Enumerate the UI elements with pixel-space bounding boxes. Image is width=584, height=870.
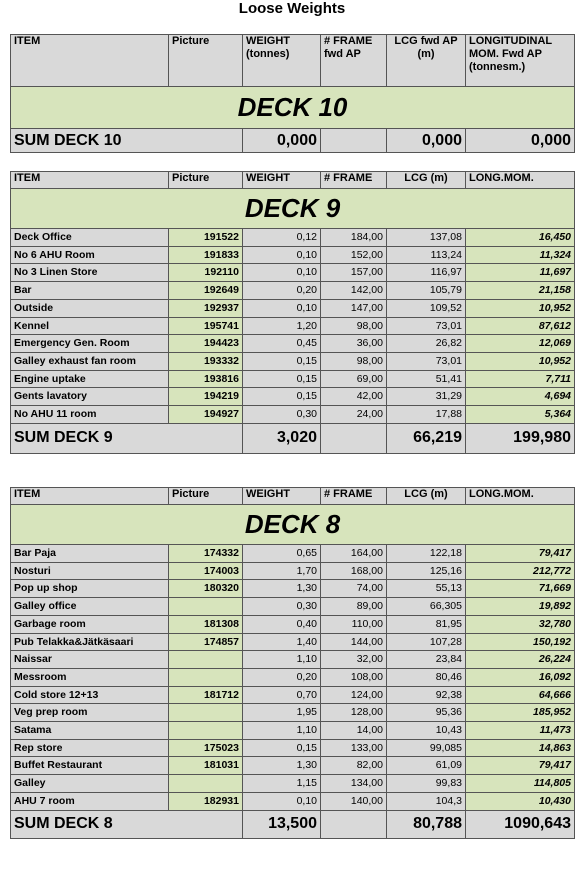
col-header-item: ITEM bbox=[11, 488, 169, 505]
cell-weight: 1,70 bbox=[243, 562, 321, 580]
cell-weight: 0,12 bbox=[243, 229, 321, 247]
table-row bbox=[11, 651, 575, 669]
cell-lcg: 105,79 bbox=[387, 282, 466, 300]
cell-weight: 0,15 bbox=[243, 352, 321, 370]
cell-lcg: 55,13 bbox=[387, 580, 466, 598]
cell-picture: 194423 bbox=[169, 335, 243, 353]
cell-lcg: 61,09 bbox=[387, 757, 466, 775]
cell-weight: 0,30 bbox=[243, 406, 321, 424]
cell-weight: 0,20 bbox=[243, 282, 321, 300]
cell-weight: 1,10 bbox=[243, 722, 321, 740]
cell-mom: 71,669 bbox=[466, 580, 575, 598]
deck-10-sum-weight: 0,000 bbox=[243, 129, 321, 153]
cell-weight: 0,65 bbox=[243, 545, 321, 563]
deck-10-sum-label: SUM DECK 10 bbox=[11, 129, 243, 153]
cell-frame: 98,00 bbox=[321, 352, 387, 370]
deck-9-sum-mom: 199,980 bbox=[466, 423, 575, 453]
cell-mom: 79,417 bbox=[466, 545, 575, 563]
cell-mom: 16,450 bbox=[466, 229, 575, 247]
cell-frame: 69,00 bbox=[321, 370, 387, 388]
cell-mom: 114,805 bbox=[466, 775, 575, 793]
col-header-lcg: LCG (m) bbox=[387, 488, 466, 505]
cell-picture: 181031 bbox=[169, 757, 243, 775]
cell-item: Outside bbox=[11, 299, 169, 317]
deck-8-sum-weight: 13,500 bbox=[243, 810, 321, 838]
cell-lcg: 113,24 bbox=[387, 246, 466, 264]
cell-frame: 128,00 bbox=[321, 704, 387, 722]
deck-10-title: DECK 10 bbox=[11, 87, 575, 129]
deck-8-table bbox=[10, 487, 575, 839]
cell-frame: 82,00 bbox=[321, 757, 387, 775]
deck-9-sum-lcg: 66,219 bbox=[387, 423, 466, 453]
cell-weight: 0,10 bbox=[243, 299, 321, 317]
cell-picture: 174332 bbox=[169, 545, 243, 563]
deck-10-sum-mom: 0,000 bbox=[466, 129, 575, 153]
table-row bbox=[11, 792, 575, 810]
cell-mom: 10,952 bbox=[466, 352, 575, 370]
cell-item: Bar bbox=[11, 282, 169, 300]
cell-frame: 157,00 bbox=[321, 264, 387, 282]
cell-mom: 21,158 bbox=[466, 282, 575, 300]
cell-mom: 79,417 bbox=[466, 757, 575, 775]
cell-item: Messroom bbox=[11, 668, 169, 686]
cell-frame: 98,00 bbox=[321, 317, 387, 335]
cell-frame: 168,00 bbox=[321, 562, 387, 580]
deck-9-table bbox=[10, 171, 575, 454]
cell-frame: 36,00 bbox=[321, 335, 387, 353]
cell-picture bbox=[169, 722, 243, 740]
cell-weight: 0,15 bbox=[243, 388, 321, 406]
cell-mom: 64,666 bbox=[466, 686, 575, 704]
cell-weight: 0,20 bbox=[243, 668, 321, 686]
cell-lcg: 73,01 bbox=[387, 352, 466, 370]
table-row bbox=[11, 229, 575, 247]
cell-item: No 3 Linen Store bbox=[11, 264, 169, 282]
cell-frame: 32,00 bbox=[321, 651, 387, 669]
table-row bbox=[11, 282, 575, 300]
cell-item: Veg prep room bbox=[11, 704, 169, 722]
table-row bbox=[11, 739, 575, 757]
cell-weight: 0,40 bbox=[243, 615, 321, 633]
table-row bbox=[11, 264, 575, 282]
cell-lcg: 10,43 bbox=[387, 722, 466, 740]
cell-mom: 32,780 bbox=[466, 615, 575, 633]
cell-weight: 0,15 bbox=[243, 370, 321, 388]
cell-frame: 74,00 bbox=[321, 580, 387, 598]
deck-8-sum-label: SUM DECK 8 bbox=[11, 810, 243, 838]
cell-lcg: 109,52 bbox=[387, 299, 466, 317]
cell-item: Kennel bbox=[11, 317, 169, 335]
table-row bbox=[11, 580, 575, 598]
col-header-weight: WEIGHT bbox=[243, 172, 321, 189]
table-row bbox=[11, 299, 575, 317]
cell-item: No AHU 11 room bbox=[11, 406, 169, 424]
cell-mom: 185,952 bbox=[466, 704, 575, 722]
cell-lcg: 125,16 bbox=[387, 562, 466, 580]
col-header-mom: LONG.MOM. bbox=[466, 488, 575, 505]
cell-item: Galley bbox=[11, 775, 169, 793]
cell-picture: 181308 bbox=[169, 615, 243, 633]
cell-lcg: 17,88 bbox=[387, 406, 466, 424]
cell-picture: 194927 bbox=[169, 406, 243, 424]
cell-mom: 10,952 bbox=[466, 299, 575, 317]
cell-frame: 110,00 bbox=[321, 615, 387, 633]
cell-item: Galley exhaust fan room bbox=[11, 352, 169, 370]
table-row bbox=[11, 615, 575, 633]
cell-lcg: 95,36 bbox=[387, 704, 466, 722]
cell-picture: 193332 bbox=[169, 352, 243, 370]
table-row bbox=[11, 633, 575, 651]
cell-mom: 26,224 bbox=[466, 651, 575, 669]
deck-8-sum-lcg: 80,788 bbox=[387, 810, 466, 838]
cell-weight: 1,30 bbox=[243, 580, 321, 598]
cell-item: Rep store bbox=[11, 739, 169, 757]
cell-lcg: 66,305 bbox=[387, 598, 466, 616]
cell-item: No 6 AHU Room bbox=[11, 246, 169, 264]
cell-frame: 147,00 bbox=[321, 299, 387, 317]
cell-picture: 174857 bbox=[169, 633, 243, 651]
col-header-frame: # FRAME bbox=[321, 172, 387, 189]
cell-picture bbox=[169, 668, 243, 686]
cell-item: Garbage room bbox=[11, 615, 169, 633]
cell-mom: 11,697 bbox=[466, 264, 575, 282]
col-header-frame: # FRAME fwd AP bbox=[321, 35, 387, 87]
cell-frame: 134,00 bbox=[321, 775, 387, 793]
cell-lcg: 23,84 bbox=[387, 651, 466, 669]
cell-weight: 0,30 bbox=[243, 598, 321, 616]
cell-item: Bar Paja bbox=[11, 545, 169, 563]
table-row bbox=[11, 388, 575, 406]
deck-10-table bbox=[10, 34, 575, 153]
cell-mom: 14,863 bbox=[466, 739, 575, 757]
cell-lcg: 80,46 bbox=[387, 668, 466, 686]
cell-lcg: 81,95 bbox=[387, 615, 466, 633]
cell-frame: 24,00 bbox=[321, 406, 387, 424]
cell-item: Emergency Gen. Room bbox=[11, 335, 169, 353]
table-row bbox=[11, 686, 575, 704]
cell-picture bbox=[169, 598, 243, 616]
cell-mom: 10,430 bbox=[466, 792, 575, 810]
deck-9-title: DECK 9 bbox=[11, 189, 575, 229]
col-header-picture: Picture bbox=[169, 488, 243, 505]
col-header-item: ITEM bbox=[11, 172, 169, 189]
cell-weight: 0,45 bbox=[243, 335, 321, 353]
cell-mom: 150,192 bbox=[466, 633, 575, 651]
cell-item: Satama bbox=[11, 722, 169, 740]
cell-lcg: 99,83 bbox=[387, 775, 466, 793]
cell-item: Pub Telakka&Jätkäsaari bbox=[11, 633, 169, 651]
cell-mom: 4,694 bbox=[466, 388, 575, 406]
col-header-mom: LONG.MOM. bbox=[466, 172, 575, 189]
col-header-lcg: LCG (m) bbox=[387, 172, 466, 189]
cell-weight: 0,10 bbox=[243, 246, 321, 264]
cell-picture: 191833 bbox=[169, 246, 243, 264]
deck-9-sum-label: SUM DECK 9 bbox=[11, 423, 243, 453]
cell-item: Gents lavatory bbox=[11, 388, 169, 406]
deck-8-title: DECK 8 bbox=[11, 505, 575, 545]
deck-8-sum-mom: 1090,643 bbox=[466, 810, 575, 838]
cell-weight: 0,10 bbox=[243, 264, 321, 282]
table-row bbox=[11, 246, 575, 264]
cell-lcg: 92,38 bbox=[387, 686, 466, 704]
cell-mom: 5,364 bbox=[466, 406, 575, 424]
cell-weight: 1,30 bbox=[243, 757, 321, 775]
cell-frame: 184,00 bbox=[321, 229, 387, 247]
page-title: Loose Weights bbox=[238, 0, 346, 17]
cell-item: AHU 7 room bbox=[11, 792, 169, 810]
cell-weight: 0,10 bbox=[243, 792, 321, 810]
cell-mom: 12,069 bbox=[466, 335, 575, 353]
cell-item: Buffet Restaurant bbox=[11, 757, 169, 775]
cell-item: Engine uptake bbox=[11, 370, 169, 388]
cell-mom: 16,092 bbox=[466, 668, 575, 686]
cell-frame: 14,00 bbox=[321, 722, 387, 740]
cell-weight: 0,15 bbox=[243, 739, 321, 757]
cell-picture: 180320 bbox=[169, 580, 243, 598]
cell-picture bbox=[169, 775, 243, 793]
deck-9-sum-weight: 3,020 bbox=[243, 423, 321, 453]
cell-lcg: 99,085 bbox=[387, 739, 466, 757]
table-row bbox=[11, 562, 575, 580]
cell-frame: 89,00 bbox=[321, 598, 387, 616]
cell-frame: 142,00 bbox=[321, 282, 387, 300]
table-row bbox=[11, 668, 575, 686]
table-row bbox=[11, 352, 575, 370]
cell-lcg: 107,28 bbox=[387, 633, 466, 651]
cell-lcg: 26,82 bbox=[387, 335, 466, 353]
cell-picture: 174003 bbox=[169, 562, 243, 580]
cell-picture: 182931 bbox=[169, 792, 243, 810]
cell-lcg: 51,41 bbox=[387, 370, 466, 388]
col-header-mom: LONGITUDINAL MOM. Fwd AP (tonnesm.) bbox=[466, 35, 575, 87]
cell-frame: 42,00 bbox=[321, 388, 387, 406]
col-header-frame: # FRAME bbox=[321, 488, 387, 505]
cell-item: Galley office bbox=[11, 598, 169, 616]
cell-picture: 192937 bbox=[169, 299, 243, 317]
cell-mom: 87,612 bbox=[466, 317, 575, 335]
cell-weight: 1,40 bbox=[243, 633, 321, 651]
cell-frame: 152,00 bbox=[321, 246, 387, 264]
cell-picture: 195741 bbox=[169, 317, 243, 335]
cell-frame: 164,00 bbox=[321, 545, 387, 563]
col-header-weight: WEIGHT bbox=[243, 488, 321, 505]
cell-lcg: 73,01 bbox=[387, 317, 466, 335]
col-header-picture: Picture bbox=[169, 35, 243, 87]
cell-weight: 1,15 bbox=[243, 775, 321, 793]
cell-frame: 144,00 bbox=[321, 633, 387, 651]
col-header-lcg: LCG fwd AP (m) bbox=[387, 35, 466, 87]
cell-picture: 181712 bbox=[169, 686, 243, 704]
cell-item: Deck Office bbox=[11, 229, 169, 247]
table-row bbox=[11, 317, 575, 335]
table-row bbox=[11, 775, 575, 793]
cell-lcg: 104,3 bbox=[387, 792, 466, 810]
cell-lcg: 31,29 bbox=[387, 388, 466, 406]
deck-10-sum-lcg: 0,000 bbox=[387, 129, 466, 153]
cell-picture bbox=[169, 651, 243, 669]
cell-mom: 7,711 bbox=[466, 370, 575, 388]
table-row bbox=[11, 370, 575, 388]
cell-picture: 191522 bbox=[169, 229, 243, 247]
cell-picture: 192110 bbox=[169, 264, 243, 282]
table-row bbox=[11, 406, 575, 424]
cell-lcg: 116,97 bbox=[387, 264, 466, 282]
table-row bbox=[11, 757, 575, 775]
table-row bbox=[11, 545, 575, 563]
cell-weight: 0,70 bbox=[243, 686, 321, 704]
cell-item: Cold store 12+13 bbox=[11, 686, 169, 704]
cell-picture bbox=[169, 704, 243, 722]
cell-item: Naissar bbox=[11, 651, 169, 669]
cell-mom: 19,892 bbox=[466, 598, 575, 616]
cell-mom: 212,772 bbox=[466, 562, 575, 580]
cell-frame: 108,00 bbox=[321, 668, 387, 686]
cell-weight: 1,10 bbox=[243, 651, 321, 669]
cell-picture: 193816 bbox=[169, 370, 243, 388]
table-row bbox=[11, 335, 575, 353]
table-row bbox=[11, 598, 575, 616]
table-row bbox=[11, 704, 575, 722]
cell-picture: 192649 bbox=[169, 282, 243, 300]
cell-item: Pop up shop bbox=[11, 580, 169, 598]
col-header-picture: Picture bbox=[169, 172, 243, 189]
cell-frame: 133,00 bbox=[321, 739, 387, 757]
col-header-item: ITEM bbox=[11, 35, 169, 87]
cell-weight: 1,95 bbox=[243, 704, 321, 722]
cell-picture: 194219 bbox=[169, 388, 243, 406]
cell-mom: 11,324 bbox=[466, 246, 575, 264]
cell-lcg: 137,08 bbox=[387, 229, 466, 247]
col-header-weight: WEIGHT (tonnes) bbox=[243, 35, 321, 87]
cell-frame: 140,00 bbox=[321, 792, 387, 810]
cell-picture: 175023 bbox=[169, 739, 243, 757]
table-row bbox=[11, 722, 575, 740]
cell-mom: 11,473 bbox=[466, 722, 575, 740]
cell-item: Nosturi bbox=[11, 562, 169, 580]
cell-frame: 124,00 bbox=[321, 686, 387, 704]
cell-lcg: 122,18 bbox=[387, 545, 466, 563]
cell-weight: 1,20 bbox=[243, 317, 321, 335]
